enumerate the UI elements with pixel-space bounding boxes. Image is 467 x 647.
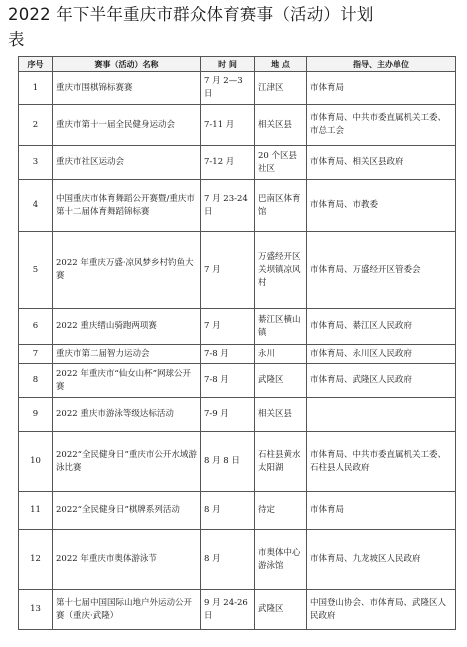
row-organizer: 市体育局、武隆区人民政府: [307, 364, 456, 398]
row-place: 永川: [255, 345, 307, 364]
row-time: 7-9 月: [201, 398, 255, 432]
table-row: [19, 146, 456, 180]
row-place: 相关区县: [255, 398, 307, 432]
row-event-name: 中国重庆市体育舞蹈公开赛暨/重庆市第十二届体育舞蹈锦标赛: [53, 180, 201, 232]
table-row: [19, 345, 456, 364]
header-organizer: 指导、主办单位: [307, 57, 456, 72]
row-index: 10: [19, 432, 53, 492]
row-time: 8 月: [201, 530, 255, 590]
row-organizer: 市体育局、相关区县政府: [307, 146, 456, 180]
row-index: 8: [19, 364, 53, 398]
row-time: 7-8 月: [201, 345, 255, 364]
row-event-name: 2022 重庆缙山骑跑两项赛: [53, 309, 201, 345]
row-event-name: 重庆市第十一届全民健身运动会: [53, 105, 201, 146]
title-line-2: 表: [8, 30, 25, 49]
row-place: 武隆区: [255, 364, 307, 398]
row-index: 12: [19, 530, 53, 590]
table-row: [19, 180, 456, 232]
row-place: 巴南区体育馆: [255, 180, 307, 232]
row-event-name: 2022“全民健身日”棋牌系列活动: [53, 492, 201, 530]
table-row: [19, 590, 456, 630]
row-organizer: 市体育局、万盛经开区管委会: [307, 232, 456, 309]
row-index: 13: [19, 590, 53, 630]
table-row: [19, 105, 456, 146]
row-time: 8 月 8 日: [201, 432, 255, 492]
row-index: 4: [19, 180, 53, 232]
table-row: [19, 309, 456, 345]
header-place: 地 点: [255, 57, 307, 72]
row-time: 7-8 月: [201, 364, 255, 398]
row-organizer: 市体育局、市教委: [307, 180, 456, 232]
row-time: 7-12 月: [201, 146, 255, 180]
row-index: 9: [19, 398, 53, 432]
row-place: 江津区: [255, 72, 307, 105]
row-time: 7 月 2—3 日: [201, 72, 255, 105]
event-schedule-table: [18, 56, 456, 630]
table-row: [19, 364, 456, 398]
row-place: 待定: [255, 492, 307, 530]
row-organizer: 市体育局、中共市委直属机关工委、石柱县人民政府: [307, 432, 456, 492]
row-index: 2: [19, 105, 53, 146]
row-organizer: 中国登山协会、市体育局、武隆区人民政府: [307, 590, 456, 630]
row-organizer: 市体育局、永川区人民政府: [307, 345, 456, 364]
row-organizer: 市体育局、中共市委直属机关工委、市总工会: [307, 105, 456, 146]
row-organizer: 市体育局、綦江区人民政府: [307, 309, 456, 345]
row-event-name: 2022 重庆市游泳等级达标活动: [53, 398, 201, 432]
title-line-1: 2022 年下半年重庆市群众体育赛事（活动）计划: [8, 5, 374, 24]
row-time: 7 月: [201, 309, 255, 345]
row-event-name: 重庆市社区运动会: [53, 146, 201, 180]
row-time: 9 月 24-26 日: [201, 590, 255, 630]
row-time: 7 月 23-24 日: [201, 180, 255, 232]
row-index: 5: [19, 232, 53, 309]
header-index: 序号: [19, 57, 53, 72]
row-place: 武隆区: [255, 590, 307, 630]
row-index: 3: [19, 146, 53, 180]
row-organizer: 市体育局: [307, 492, 456, 530]
row-place: 万盛经开区关坝镇凉风村: [255, 232, 307, 309]
row-place: 綦江区横山镇: [255, 309, 307, 345]
row-organizer: 市体育局、九龙坡区人民政府: [307, 530, 456, 590]
row-time: 7 月: [201, 232, 255, 309]
row-event-name: 2022 年重庆市奥体游泳节: [53, 530, 201, 590]
row-event-name: 第十七届中国国际山地户外运动公开赛（重庆·武隆）: [53, 590, 201, 630]
row-organizer: 市体育局: [307, 72, 456, 105]
row-index: 7: [19, 345, 53, 364]
row-place: 石柱县黄水太阳湖: [255, 432, 307, 492]
row-time: 8 月: [201, 492, 255, 530]
row-place: 市奥体中心游泳馆: [255, 530, 307, 590]
row-organizer: [307, 398, 456, 432]
row-index: 11: [19, 492, 53, 530]
table-row: [19, 72, 456, 105]
document-title: [8, 2, 463, 52]
row-event-name: 2022“全民健身日”重庆市公开水域游泳比赛: [53, 432, 201, 492]
table-row: [19, 398, 456, 432]
table-header-row: [19, 57, 456, 72]
row-index: 6: [19, 309, 53, 345]
row-event-name: 2022 年重庆万盛·凉风梦乡村钓鱼大赛: [53, 232, 201, 309]
table-row: [19, 530, 456, 590]
row-place: 20 个区县社区: [255, 146, 307, 180]
row-place: 相关区县: [255, 105, 307, 146]
table-row: [19, 492, 456, 530]
row-event-name: 2022 年重庆市“仙女山杯”网球公开赛: [53, 364, 201, 398]
header-event-name: 赛事（活动）名称: [53, 57, 201, 72]
row-event-name: 重庆市第二届智力运动会: [53, 345, 201, 364]
header-time: 时 间: [201, 57, 255, 72]
row-event-name: 重庆市围棋锦标赛赛: [53, 72, 201, 105]
table-row: [19, 432, 456, 492]
row-index: 1: [19, 72, 53, 105]
row-time: 7-11 月: [201, 105, 255, 146]
table-row: [19, 232, 456, 309]
